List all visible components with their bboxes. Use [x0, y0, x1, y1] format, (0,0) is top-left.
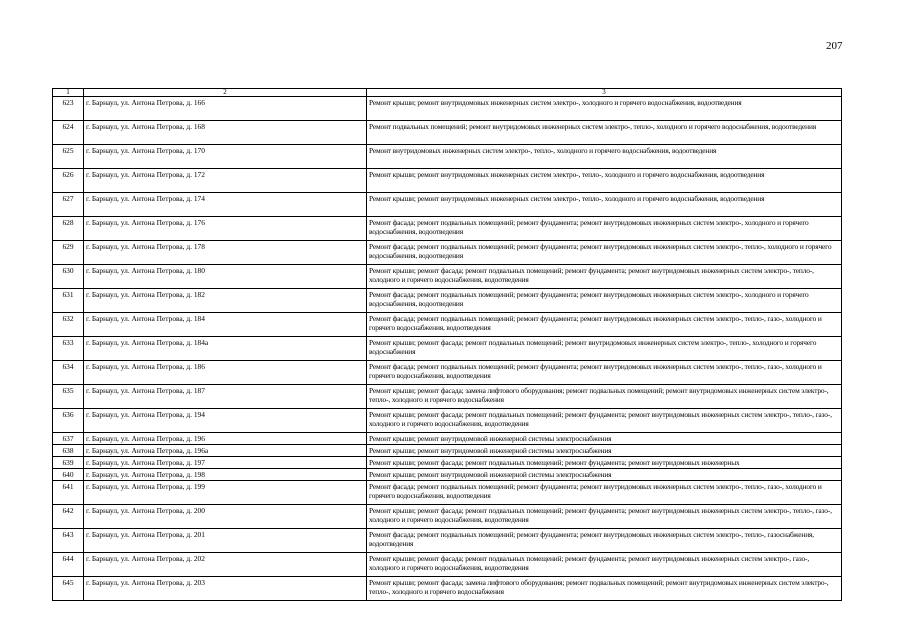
row-number: 645	[53, 577, 84, 601]
row-works: Ремонт крыши; ремонт фасада; замена лифтового оборудования; ремонт подвальных помещений; ремонт внутридомовых инженерных систем электро-, тепло-, холодного и горячего водоснабжения	[367, 577, 842, 601]
column-header-number: 1	[53, 89, 84, 97]
table-row	[53, 385, 842, 409]
row-address: г. Барнаул, ул. Антона Петрова, д. 166	[84, 97, 367, 121]
row-number: 644	[53, 553, 84, 577]
row-works: Ремонт крыши; ремонт внутридомовых инженерных систем электро-, тепло-, холодного и горячего водоснабжения, водоотведения	[367, 193, 842, 217]
row-number: 643	[53, 529, 84, 553]
table-row	[53, 193, 842, 217]
row-works: Ремонт подвальных помещений; ремонт внутридомовых инженерных систем электро-, тепло-, холодного и горячего водоснабжения, водоотведения	[367, 121, 842, 145]
row-number: 631	[53, 289, 84, 313]
row-address: г. Барнаул, ул. Антона Петрова, д. 170	[84, 145, 367, 169]
row-address: г. Барнаул, ул. Антона Петрова, д. 187	[84, 385, 367, 409]
header-row	[53, 89, 842, 97]
row-works: Ремонт фасада; ремонт подвальных помещений; ремонт фундамента; ремонт внутридомовых инженерных систем электро-, холодного и горячего водоснабжения, водоотведения	[367, 289, 842, 313]
row-address: г. Барнаул, ул. Антона Петрова, д. 203	[84, 577, 367, 601]
row-number: 642	[53, 505, 84, 529]
row-works: Ремонт внутридомовых инженерных систем электро-, тепло-, холодного и горячего водоснабжения, водоотведения	[367, 145, 842, 169]
row-works: Ремонт крыши; ремонт фасада; ремонт подвальных помещений; ремонт фундамента; ремонт внутридомовых инженерных систем электро-, тепло-, холодного и горячего водоснабжения, водоотведения	[367, 265, 842, 289]
row-works: Ремонт фасада; ремонт подвальных помещений; ремонт фундамента; ремонт внутридомовых инженерных систем электро-, тепло-, газо-, холодного и горячего водоснабжения, водоотведения	[367, 313, 842, 337]
table-row	[53, 445, 842, 457]
row-number: 628	[53, 217, 84, 241]
row-address: г. Барнаул, ул. Антона Петрова, д. 198	[84, 469, 367, 481]
row-works: Ремонт фасада; ремонт подвальных помещений; ремонт фундамента; ремонт внутридомовых инженерных систем электро-, холодного и горячего водоснабжения, водоотведения	[367, 217, 842, 241]
row-number: 627	[53, 193, 84, 217]
row-number: 632	[53, 313, 84, 337]
table-row	[53, 121, 842, 145]
row-address: г. Барнаул, ул. Антона Петрова, д. 202	[84, 553, 367, 577]
row-number: 630	[53, 265, 84, 289]
column-header-works: 3	[367, 89, 842, 97]
row-address: г. Барнаул, ул. Антона Петрова, д. 174	[84, 193, 367, 217]
row-address: г. Барнаул, ул. Антона Петрова, д. 180	[84, 265, 367, 289]
row-works: Ремонт фасада; ремонт подвальных помещений; ремонт фундамента; ремонт внутридомовых инженерных систем электро-, тепло-, газоснабжения, водоотведения	[367, 529, 842, 553]
row-works: Ремонт крыши; ремонт внутридомовой инженерной системы электроснабжения	[367, 433, 842, 445]
row-works: Ремонт крыши; ремонт фасада; ремонт подвальных помещений; ремонт фундамента; ремонт внутридомовых инженерных	[367, 457, 842, 469]
table-header	[53, 89, 842, 97]
row-address: г. Барнаул, ул. Антона Петрова, д. 184а	[84, 337, 367, 361]
table-row	[53, 145, 842, 169]
row-number: 626	[53, 169, 84, 193]
column-header-address: 2	[84, 89, 367, 97]
row-address: г. Барнаул, ул. Антона Петрова, д. 196а	[84, 445, 367, 457]
row-address: г. Барнаул, ул. Антона Петрова, д. 196	[84, 433, 367, 445]
row-address: г. Барнаул, ул. Антона Петрова, д. 197	[84, 457, 367, 469]
row-address: г. Барнаул, ул. Антона Петрова, д. 172	[84, 169, 367, 193]
row-address: г. Барнаул, ул. Антона Петрова, д. 168	[84, 121, 367, 145]
row-address: г. Барнаул, ул. Антона Петрова, д. 186	[84, 361, 367, 385]
row-works: Ремонт фасада; ремонт подвальных помещений; ремонт фундамента; ремонт внутридомовых инженерных систем электро-, тепло-, газо-, холодного и горячего водоснабжения, водоотведения	[367, 361, 842, 385]
row-number: 623	[53, 97, 84, 121]
row-works: Ремонт крыши; ремонт внутридомовых инженерных систем электро-, тепло-, холодного и горячего водоснабжения, водоотведения	[367, 169, 842, 193]
table-row	[53, 97, 842, 121]
table-row	[53, 169, 842, 193]
table-row	[53, 241, 842, 265]
table-row	[53, 361, 842, 385]
row-number: 633	[53, 337, 84, 361]
row-works: Ремонт крыши; ремонт фасада; ремонт подвальных помещений; ремонт фундамента; ремонт внутридомовых инженерных систем электро-, газо-, холодного и горячего водоснабжения, водоотведения	[367, 553, 842, 577]
table-body	[53, 97, 842, 601]
table-row	[53, 529, 842, 553]
table-row	[53, 505, 842, 529]
row-works: Ремонт крыши; ремонт фасада; замена лифтового оборудования; ремонт подвальных помещений; ремонт внутридомовых инженерных систем электро-, тепло-, холодного и горячего водоснабжения	[367, 385, 842, 409]
row-works: Ремонт крыши; ремонт внутридомовой инженерной системы электроснабжения	[367, 445, 842, 457]
row-address: г. Барнаул, ул. Антона Петрова, д. 182	[84, 289, 367, 313]
row-number: 640	[53, 469, 84, 481]
table-row	[53, 433, 842, 445]
row-number: 634	[53, 361, 84, 385]
row-address: г. Барнаул, ул. Антона Петрова, д. 194	[84, 409, 367, 433]
row-number: 637	[53, 433, 84, 445]
row-works: Ремонт крыши; ремонт внутридомовых инженерных систем электро-, холодного и горячего водоснабжения, водоотведения	[367, 97, 842, 121]
row-number: 635	[53, 385, 84, 409]
row-number: 624	[53, 121, 84, 145]
table-row	[53, 481, 842, 505]
row-number: 636	[53, 409, 84, 433]
repair-register-table	[52, 88, 842, 601]
row-address: г. Барнаул, ул. Антона Петрова, д. 200	[84, 505, 367, 529]
table-row	[53, 217, 842, 241]
row-works: Ремонт фасада; ремонт подвальных помещений; ремонт фундамента; ремонт внутридомовых инженерных систем электро-, тепло-, холодного и горячего водоснабжения, водоотведения	[367, 241, 842, 265]
row-address: г. Барнаул, ул. Антона Петрова, д. 201	[84, 529, 367, 553]
table-row	[53, 577, 842, 601]
row-number: 625	[53, 145, 84, 169]
row-number: 641	[53, 481, 84, 505]
row-works: Ремонт фасада; ремонт подвальных помещений; ремонт фундамента; ремонт внутридомовых инженерных систем электро-, тепло-, газо-, холодного и горячего водоснабжения, водоотведения	[367, 481, 842, 505]
row-address: г. Барнаул, ул. Антона Петрова, д. 184	[84, 313, 367, 337]
table-row	[53, 337, 842, 361]
table-row	[53, 289, 842, 313]
row-works: Ремонт крыши; ремонт внутридомовой инженерной системы электроснабжения	[367, 469, 842, 481]
row-number: 639	[53, 457, 84, 469]
row-works: Ремонт крыши; ремонт фасада; ремонт подвальных помещений; ремонт фундамента; ремонт внутридомовых инженерных систем электро-, тепло-, газо-, холодного и горячего водоснабжения, водоотведения	[367, 409, 842, 433]
page-number: 207	[826, 40, 843, 52]
row-works: Ремонт крыши; ремонт фасада; ремонт подвальных помещений; ремонт внутридомовых инженерных систем электро-, тепло-, холодного и горячего водоснабжения	[367, 337, 842, 361]
row-works: Ремонт крыши; ремонт фасада; ремонт подвальных помещений; ремонт фундамента; ремонт внутридомовых инженерных систем электро-, тепло-, газо-, холодного и горячего водоснабжения, водоотведения	[367, 505, 842, 529]
row-address: г. Барнаул, ул. Антона Петрова, д. 176	[84, 217, 367, 241]
row-number: 638	[53, 445, 84, 457]
table-row	[53, 409, 842, 433]
table-row	[53, 457, 842, 469]
row-number: 629	[53, 241, 84, 265]
row-address: г. Барнаул, ул. Антона Петрова, д. 199	[84, 481, 367, 505]
table-row	[53, 469, 842, 481]
row-address: г. Барнаул, ул. Антона Петрова, д. 178	[84, 241, 367, 265]
table-row	[53, 313, 842, 337]
table-row	[53, 265, 842, 289]
table-row	[53, 553, 842, 577]
